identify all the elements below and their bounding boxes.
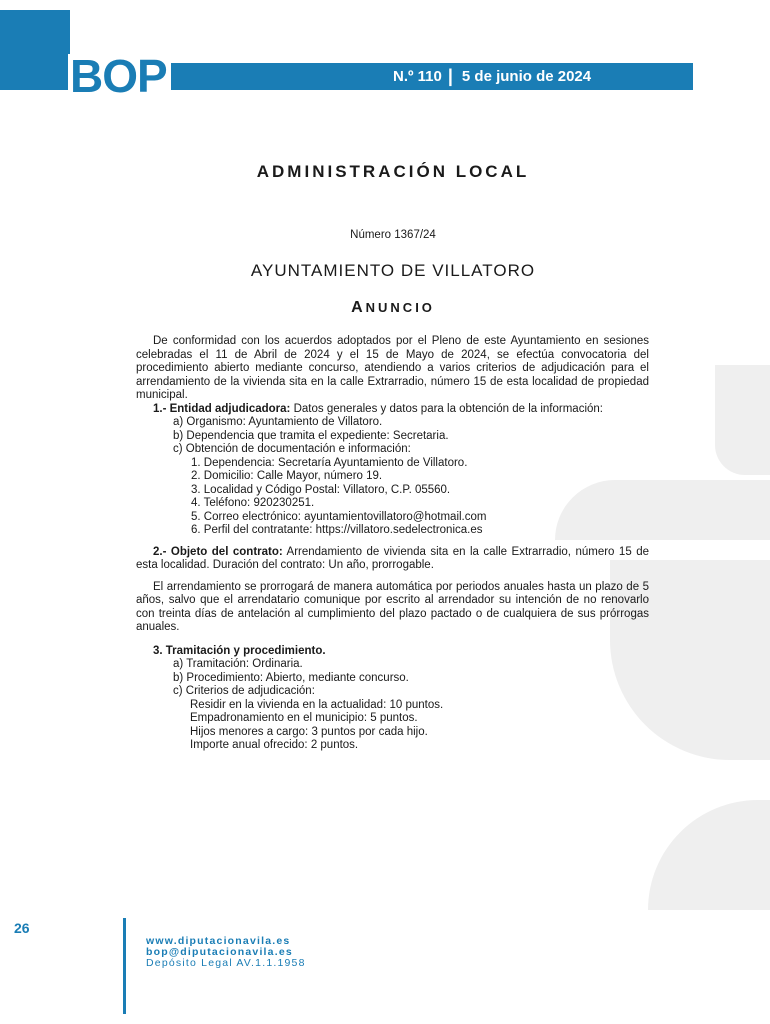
website-link[interactable]: www.diputacionavila.es (146, 935, 291, 947)
criteria-item: Residir en la vivienda en la actualidad: 10 puntos. (190, 698, 444, 711)
criteria-item: Importe anual ofrecido: 2 puntos. (190, 739, 359, 751)
footer-contact (146, 936, 306, 969)
section-2-paragraph: 2.- Objeto del contrato: Arrendamiento de vivienda sita en la calle Extrarradio, número 15 de esta localidad. Duración del contrato: Un año, prorrogable. (136, 545, 649, 571)
list-item: c) Obtención de documentación e información: (173, 443, 411, 455)
section-2-paragraph-2: El arrendamiento se prorrogará de manera automática por periodos anuales hasta un plazo de 5 años, salvo que el arrendatario comunique por escrito al arrendador su intención de no renovarlo con treinta días de antelación al cumplimiento del plazo pactado o de cualquiera de sus prórrogas anuales. (136, 580, 649, 633)
list-item: 1. Dependencia: Secretaría Ayuntamiento de Villatoro. (191, 456, 468, 469)
legal-deposit: Depósito Legal AV.1.1.1958 (146, 957, 306, 969)
header-separator: | (447, 66, 453, 86)
footer-rule (123, 918, 126, 1014)
page-number: 26 (14, 920, 30, 936)
list-item: b) Procedimiento: Abierto, mediante concurso. (173, 671, 409, 684)
list-item: 3. Localidad y Código Postal: Villatoro, C.P. 05560. (191, 483, 451, 496)
list-item: 2. Domicilio: Calle Mayor, número 19. (191, 470, 383, 482)
header-corner-block (0, 10, 70, 90)
header-info (393, 63, 591, 90)
list-item: 5. Correo electrónico: ayuntamientovillatoro@hotmail.com (191, 510, 487, 523)
watermark-shape (648, 800, 770, 910)
email-link[interactable]: bop@diputacionavila.es (146, 946, 293, 958)
bop-logo: BOP (68, 54, 171, 98)
list-item: 6. Perfil del contratante: https://villatoro.sedelectronica.es (191, 524, 483, 536)
issue-date: 5 de junio de 2024 (461, 68, 592, 85)
list-item: b) Dependencia que tramita el expediente: Secretaria. (173, 429, 449, 442)
section-3-heading: 3. Tramitación y procedimiento. (153, 644, 326, 657)
list-item: a) Organismo: Ayuntamiento de Villatoro. (173, 416, 383, 428)
section-1-heading: 1.- Entidad adjudicadora: Datos generales y datos para la obtención de la información: (153, 402, 603, 415)
anuncio-heading: ANUNCIO (351, 299, 435, 316)
list-item: 4. Teléfono: 920230251. (191, 497, 315, 509)
criteria-item: Hijos menores a cargo: 3 puntos por cada hijo. (190, 725, 428, 738)
list-item: c) Criterios de adjudicación: (173, 685, 315, 697)
document-body (136, 335, 649, 753)
municipality-title: AYUNTAMIENTO DE VILLATORO (250, 261, 536, 280)
list-item: a) Tramitación: Ordinaria. (173, 658, 303, 670)
announcement-number: Número 1367/24 (350, 229, 436, 241)
section-title: ADMINISTRACIÓN LOCAL (256, 162, 530, 181)
intro-paragraph: De conformidad con los acuerdos adoptados por el Pleno de este Ayuntamiento en sesiones celebradas el 11 de Abril de 2024 y el 15 de Mayo de 2024, se efectúa convocatoria del procedimiento abierto mediante concurso, atendiendo a varios criterios de adjudicación para el arrendamiento de la vivienda sita en la calle Extrarradio, número 15 de esta localidad de propiedad municipal. (136, 335, 649, 401)
issue-number: N.º 110 (393, 68, 442, 85)
criteria-item: Empadronamiento en el municipio: 5 puntos. (190, 712, 418, 724)
watermark-shape (715, 365, 770, 475)
